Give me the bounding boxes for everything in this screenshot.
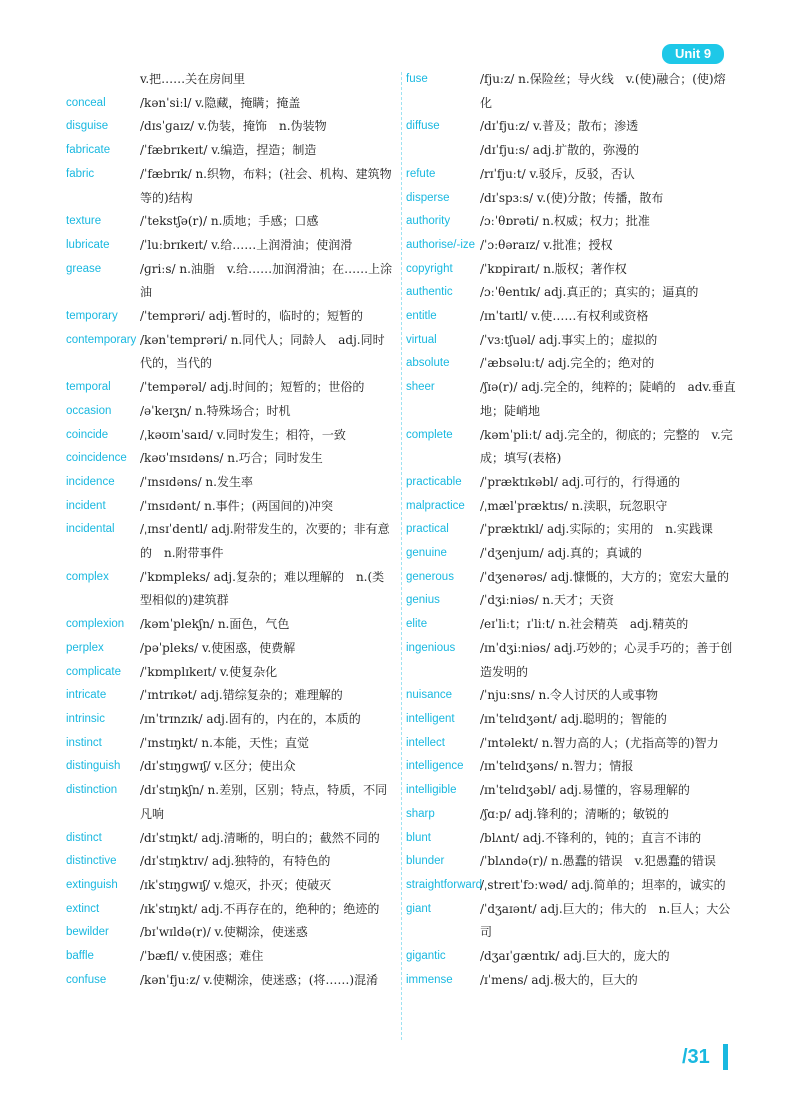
definition: /dɪˈfjuːz/ v.普及；散布；渗透 <box>480 119 639 134</box>
vocab-entry <box>66 969 396 993</box>
vocab-entry <box>406 258 736 282</box>
headword: diffuse <box>406 120 440 133</box>
definition: /dɪˈstɪŋɡwɪʃ/ v.区分；使出众 <box>140 759 296 774</box>
right-column <box>406 68 736 992</box>
definition: /dɪsˈɡaɪz/ v.伪装，掩饰 n.伪装物 <box>140 119 327 134</box>
definition: /ʃɑːp/ adj.锋利的；清晰的；敏锐的 <box>480 806 669 821</box>
vocab-entry <box>66 874 396 898</box>
headword: lubricate <box>66 238 110 251</box>
vocab-entry <box>406 803 736 827</box>
definition: /ɪnˈtaɪtl/ v.使……有权利或资格 <box>480 309 649 324</box>
vocab-entry <box>406 376 736 423</box>
column-divider <box>401 72 402 1040</box>
headword: instinct <box>66 736 102 749</box>
vocab-entry <box>406 329 736 353</box>
definition: /dɪˈstɪŋktɪv/ adj.独特的，有特色的 <box>140 854 331 869</box>
definition: /ˈfæbrɪk/ n.织物，布料；(社会、机构、建筑物等的)结构 <box>140 166 392 205</box>
headword: genius <box>406 594 440 607</box>
headword: malpractice <box>406 499 465 512</box>
definition: /ˈɪnsɪdəns/ n.发生率 <box>140 474 253 489</box>
definition: /dɪˈfjuːs/ adj.扩散的，弥漫的 <box>480 143 640 158</box>
vocab-entry <box>406 732 736 756</box>
definition: /ɪnˈtelɪdʒənt/ adj.聪明的；智能的 <box>480 711 667 726</box>
headword: contemporary <box>66 333 137 346</box>
vocab-entry <box>406 471 736 495</box>
definition: /ɡriːs/ n.油脂 v.给……加润滑油；在……上涂油 <box>140 261 393 300</box>
headword: intellect <box>406 736 445 749</box>
headword: baffle <box>66 950 94 963</box>
headword: complete <box>406 428 453 441</box>
vocab-entry <box>406 518 736 542</box>
definition: /ˌkəʊɪnˈsaɪd/ v.同时发生；相符，一致 <box>140 427 346 442</box>
vocab-entry <box>406 874 736 898</box>
headword: distinguish <box>66 760 121 773</box>
headword: elite <box>406 618 428 631</box>
definition: /ˈnjuːsns/ n.令人讨厌的人或事物 <box>480 688 659 703</box>
vocab-entry <box>66 708 396 732</box>
definition: /ɪnˈtelɪdʒəbl/ adj.易懂的，容易理解的 <box>480 783 690 798</box>
vocab-entry <box>406 68 736 115</box>
definition: /ˈbæfl/ v.使困惑；难住 <box>140 949 264 964</box>
vocab-entry <box>406 755 736 779</box>
definition: /ˈɪnstɪŋkt/ n.本能，天性；直觉 <box>140 735 309 750</box>
definition: /ˈdʒaɪənt/ adj.巨大的；伟大的 n.巨人；大公司 <box>480 901 731 940</box>
definition: /rɪˈfjuːt/ v.驳斥，反驳，否认 <box>480 166 635 181</box>
vocab-entry <box>406 305 736 329</box>
vocab-entry <box>66 424 396 448</box>
headword: complex <box>66 570 109 583</box>
definition: /ˈvɜːtʃuəl/ adj.事实上的；虚拟的 <box>480 332 658 347</box>
vocab-entry <box>406 139 736 163</box>
vocab-entry <box>66 637 396 661</box>
headword: incidental <box>66 523 115 536</box>
vocab-entry <box>66 518 396 565</box>
vocab-entry <box>66 684 396 708</box>
definition: /dɪˈspɜːs/ v.(使)分散；传播，散布 <box>480 190 664 205</box>
headword: blunder <box>406 855 445 868</box>
headword: practical <box>406 523 449 536</box>
headword: refute <box>406 167 436 180</box>
headword: intricate <box>66 689 107 702</box>
vocab-entry <box>406 542 736 566</box>
vocab-entry <box>406 163 736 187</box>
headword: conceal <box>66 96 106 109</box>
vocab-entry <box>66 661 396 685</box>
headword: virtual <box>406 333 437 346</box>
vocab-entry <box>66 329 396 376</box>
definition: /ˈtemprəri/ adj.暂时的，临时的；短暂的 <box>140 309 363 324</box>
vocab-entry <box>66 234 396 258</box>
headword: authentic <box>406 286 453 299</box>
headword: texture <box>66 215 102 228</box>
definition: /fjuːz/ n.保险丝；导火线 v.(使)融合；(使)熔化 <box>480 72 726 110</box>
definition: /ɪkˈstɪŋɡwɪʃ/ v.熄灭，扑灭；使破灭 <box>140 877 332 892</box>
headword: practicable <box>406 475 462 488</box>
vocab-entry <box>406 281 736 305</box>
headword: gigantic <box>406 950 446 963</box>
definition: /ˈkɒpiraɪt/ n.版权；著作权 <box>480 261 627 276</box>
vocab-entry <box>66 755 396 779</box>
definition: /ˈæbsəluːt/ adj.完全的；绝对的 <box>480 356 655 371</box>
vocab-entry <box>66 945 396 969</box>
headword: authorise/-ize <box>406 238 476 251</box>
vocab-entry <box>406 589 736 613</box>
definition: /ɪnˈtelɪdʒəns/ n.智力；情报 <box>480 759 634 774</box>
definition: /ˈɪntrɪkət/ adj.错综复杂的；难理解的 <box>140 688 343 703</box>
definition: v.把……关在房间里 <box>140 72 246 86</box>
vocab-entry <box>406 234 736 258</box>
vocab-entry <box>66 732 396 756</box>
definition: /ˈfæbrɪkeɪt/ v.编造，捏造；制造 <box>140 143 317 158</box>
vocab-entry <box>66 163 396 210</box>
headword: giant <box>406 902 431 915</box>
definition: /ˌmælˈpræktɪs/ n.渎职，玩忽职守 <box>480 498 668 513</box>
headword: intelligible <box>406 784 457 797</box>
headword: sharp <box>406 807 435 820</box>
vocab-entry <box>66 258 396 305</box>
definition: /kəmˈpliːt/ adj.完全的，彻底的；完整的 v.完成；填写(表格) <box>480 427 733 466</box>
definition: /kənˈfjuːz/ v.使糊涂，使迷惑；(将……)混淆 <box>140 972 379 987</box>
definition: /ˌstreɪtˈfɔːwəd/ adj.简单的；坦率的，诚实的 <box>480 877 726 892</box>
definition: /ˈkɒmpleks/ adj.复杂的；难以理解的 n.(类型相似的)建筑群 <box>140 569 385 608</box>
vocab-entry <box>406 969 736 993</box>
vocab-entry <box>66 495 396 519</box>
headword: blunt <box>406 831 431 844</box>
headword: genuine <box>406 547 447 560</box>
vocab-entry <box>66 471 396 495</box>
definition: /ˈluːbrɪkeɪt/ v.给……上润滑油；使润滑 <box>140 237 353 252</box>
definition: /dʒaɪˈɡæntɪk/ adj.巨大的，庞大的 <box>480 949 670 964</box>
headword: fabricate <box>66 144 111 157</box>
vocab-entry <box>66 827 396 851</box>
headword: confuse <box>66 973 107 986</box>
headword: extinct <box>66 902 100 915</box>
headword: fabric <box>66 167 95 180</box>
vocab-entry <box>406 613 736 637</box>
definition: /ˈdʒenərəs/ adj.慷慨的，大方的；宽宏大量的 <box>480 569 729 584</box>
headword: nuisance <box>406 689 453 702</box>
definition: /ˈdʒiːniəs/ n.天才；天资 <box>480 593 614 608</box>
vocab-entry <box>66 566 396 613</box>
headword: fuse <box>406 73 428 85</box>
vocab-entry <box>66 400 396 424</box>
vocab-entry <box>66 447 396 471</box>
headword: intrinsic <box>66 712 105 725</box>
headword: disguise <box>66 120 109 133</box>
vocab-entry <box>66 898 396 922</box>
headword: absolute <box>406 357 450 370</box>
definition: /ˈdʒenjuɪn/ adj.真的；真诚的 <box>480 546 642 561</box>
vocab-entry <box>406 495 736 519</box>
definition: /ʃɪə(r)/ adj.完全的，纯粹的；陡峭的 adv.垂直地；陡峭地 <box>480 380 736 418</box>
definition: /kənˈsiːl/ v.隐藏，掩瞒；掩盖 <box>140 95 301 110</box>
vocab-entry <box>406 566 736 590</box>
definition: /ɪˈmens/ adj.极大的，巨大的 <box>480 972 638 987</box>
definition: /ɔːˈθɒrəti/ n.权威；权力；批准 <box>480 214 650 229</box>
headword: complexion <box>66 618 125 631</box>
vocab-entry <box>406 115 736 139</box>
vocab-entry <box>406 945 736 969</box>
headword: grease <box>66 262 102 275</box>
definition: /kəʊˈɪnsɪdəns/ n.巧合；同时发生 <box>140 451 323 466</box>
vocab-entry <box>66 921 396 945</box>
headword: temporal <box>66 381 111 394</box>
vocab-entry <box>406 684 736 708</box>
definition: /əˈkeɪʒn/ n.特殊场合；时机 <box>140 403 291 418</box>
headword: temporary <box>66 310 118 323</box>
headword: sheer <box>406 381 435 394</box>
vocab-entry <box>66 68 396 92</box>
headword: bewilder <box>66 926 109 939</box>
vocab-entry <box>406 352 736 376</box>
vocab-entry <box>66 92 396 116</box>
definition: /ˈɪntəlekt/ n.智力高的人；(尤指高等的)智力 <box>480 735 719 750</box>
definition: /ˈtempərəl/ adj.时间的；短暂的；世俗的 <box>140 380 365 395</box>
headword: complicate <box>66 665 121 678</box>
headword: straightforward <box>406 878 483 891</box>
vocab-entry <box>66 210 396 234</box>
headword: incident <box>66 499 106 512</box>
definition: /ɪnˈtrɪnzɪk/ adj.固有的，内在的，本质的 <box>140 711 361 726</box>
unit-badge: Unit 9 <box>662 44 724 64</box>
headword: distinction <box>66 784 118 797</box>
headword: occasion <box>66 404 112 417</box>
headword: perplex <box>66 641 104 654</box>
vocab-entry <box>66 139 396 163</box>
vocab-entry <box>66 115 396 139</box>
headword: immense <box>406 973 453 986</box>
definition: /dɪˈstɪŋkt/ adj.清晰的，明白的；截然不同的 <box>140 830 380 845</box>
definition: /ˈɔːθəraɪz/ v.批准；授权 <box>480 237 613 252</box>
left-column <box>66 68 396 992</box>
headword: copyright <box>406 262 453 275</box>
definition: /kənˈtemprəri/ n.同代人；同龄人 adj.同时代的，当代的 <box>140 332 385 371</box>
definition: /ˌɪnsɪˈdentl/ adj.附带发生的，次要的；非有意的 n.附带事件 <box>140 522 390 561</box>
headword: distinctive <box>66 855 117 868</box>
vocab-entry <box>406 210 736 234</box>
headword: authority <box>406 215 451 228</box>
vocab-entry <box>406 424 736 471</box>
vocab-entry <box>406 708 736 732</box>
definition: /blʌnt/ adj.不锋利的，钝的；直言不讳的 <box>480 830 702 845</box>
vocab-entry <box>66 613 396 637</box>
headword: intelligence <box>406 760 464 773</box>
headword: incidence <box>66 475 115 488</box>
vocab-entry <box>66 376 396 400</box>
page-number: /31 <box>682 1046 710 1068</box>
definition: /bɪˈwɪldə(r)/ v.使糊涂，使迷惑 <box>140 925 308 940</box>
definition: /pəˈpleks/ v.使困惑，使费解 <box>140 640 296 655</box>
definition: /eɪˈliːt；ɪˈliːt/ n.社会精英 adj.精英的 <box>480 617 689 632</box>
vocab-entry <box>406 850 736 874</box>
headword: extinguish <box>66 878 118 891</box>
headword: disperse <box>406 191 450 204</box>
headword: coincidence <box>66 452 127 465</box>
headword: distinct <box>66 831 102 844</box>
vocab-entry <box>66 779 396 826</box>
vocab-entry <box>66 305 396 329</box>
headword: intelligent <box>406 712 455 725</box>
definition: /ˈtekstʃə(r)/ n.质地；手感；口感 <box>140 214 319 229</box>
vocab-entry <box>406 779 736 803</box>
definition: /ɪnˈdʒiːniəs/ adj.巧妙的；心灵手巧的；善于创造发明的 <box>480 640 733 679</box>
definition: /ɪkˈstɪŋkt/ adj.不再存在的，绝种的；绝迹的 <box>140 901 380 916</box>
vocab-entry <box>406 187 736 211</box>
definition: /kəmˈplekʃn/ n.面色，气色 <box>140 617 290 632</box>
definition: /ˈɪnsɪdənt/ n.事件；(两国间的)冲突 <box>140 498 334 513</box>
headword: coincide <box>66 428 109 441</box>
definition: /dɪˈstɪŋkʃn/ n.差别，区别；特点，特质，不同凡响 <box>140 783 388 821</box>
definition: /ɔːˈθentɪk/ adj.真正的；真实的；逼真的 <box>480 285 699 300</box>
definition: /ˈpræktɪkəbl/ adj.可行的，行得通的 <box>480 474 681 489</box>
page-number-bar <box>723 1044 728 1070</box>
definition: /ˈkɒmplɪkeɪt/ v.使复杂化 <box>140 664 278 679</box>
headword: generous <box>406 570 454 583</box>
vocab-entry <box>406 637 736 684</box>
definition: /ˈblʌndə(r)/ n.愚蠢的错误 v.犯愚蠢的错误 <box>480 854 716 869</box>
headword: ingenious <box>406 641 456 654</box>
definition: /ˈpræktɪkl/ adj.实际的；实用的 n.实践课 <box>480 522 713 537</box>
vocab-entry <box>406 898 736 945</box>
vocab-entry <box>66 850 396 874</box>
vocab-entry <box>406 827 736 851</box>
headword: entitle <box>406 310 437 323</box>
